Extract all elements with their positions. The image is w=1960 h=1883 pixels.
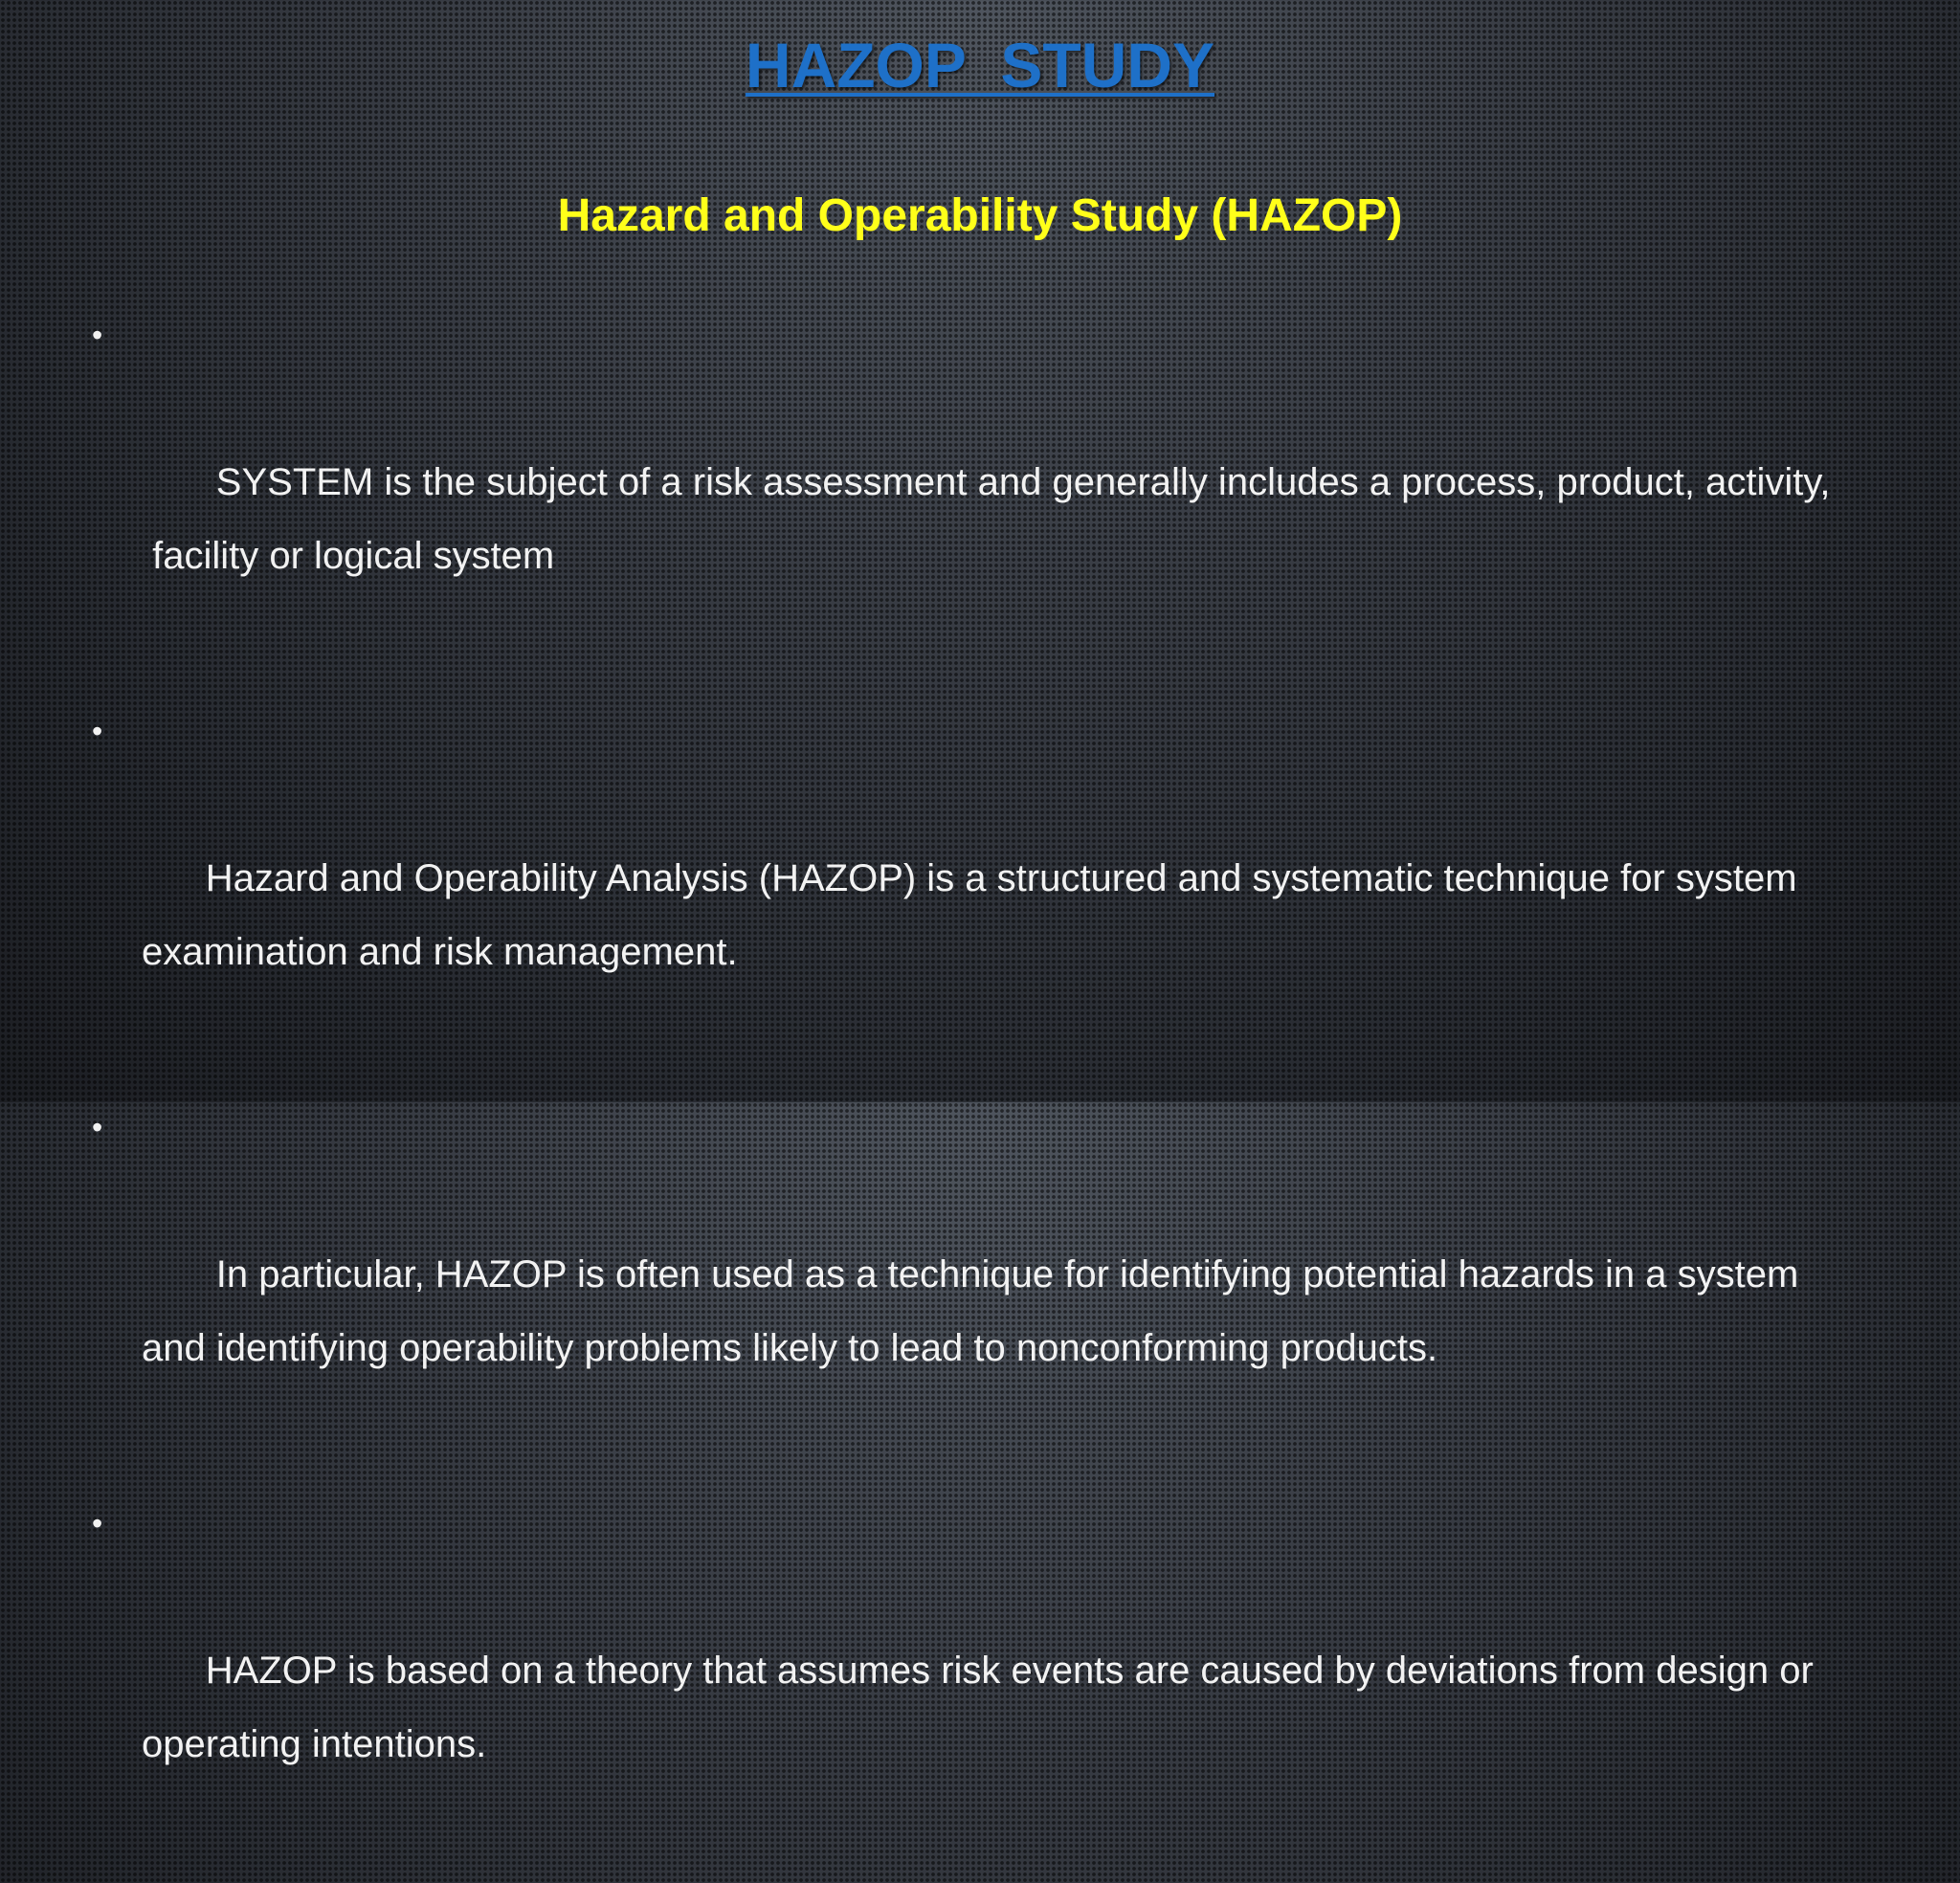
bullet-text: Hazard and Operability Analysis (HAZOP) is a structured and systematic technique for system examination and risk management. — [142, 857, 1797, 973]
bullet-dot-icon: • — [92, 714, 103, 748]
bullet-dot-icon: • — [92, 318, 103, 352]
bullet-list — [92, 299, 1910, 1883]
bullet-text: SYSTEM is the subject of a risk assessment and generally includes a process, product, activity, facility or logical system — [152, 461, 1831, 577]
bullet-text: HAZOP is based on a theory that assumes risk events are caused by deviations from design or operating intentions. — [142, 1650, 1814, 1765]
bullet-item-system — [92, 299, 1910, 667]
bullet-item-hazop-theory — [92, 1487, 1910, 1855]
slide-title: HAZOP STUDY — [745, 30, 1215, 100]
bullet-item-hazop-definition — [92, 695, 1910, 1063]
bullet-item-hazop-usage — [92, 1091, 1910, 1459]
slide-subtitle: Hazard and Operability Study (HAZOP) — [557, 190, 1403, 241]
bullet-dot-icon: • — [92, 1506, 103, 1540]
bullet-dot-icon: • — [92, 1110, 103, 1144]
bullet-text: In particular, HAZOP is often used as a technique for identifying potential hazards in a system and identifying operability problems likely to lead to nonconforming products. — [142, 1253, 1799, 1369]
